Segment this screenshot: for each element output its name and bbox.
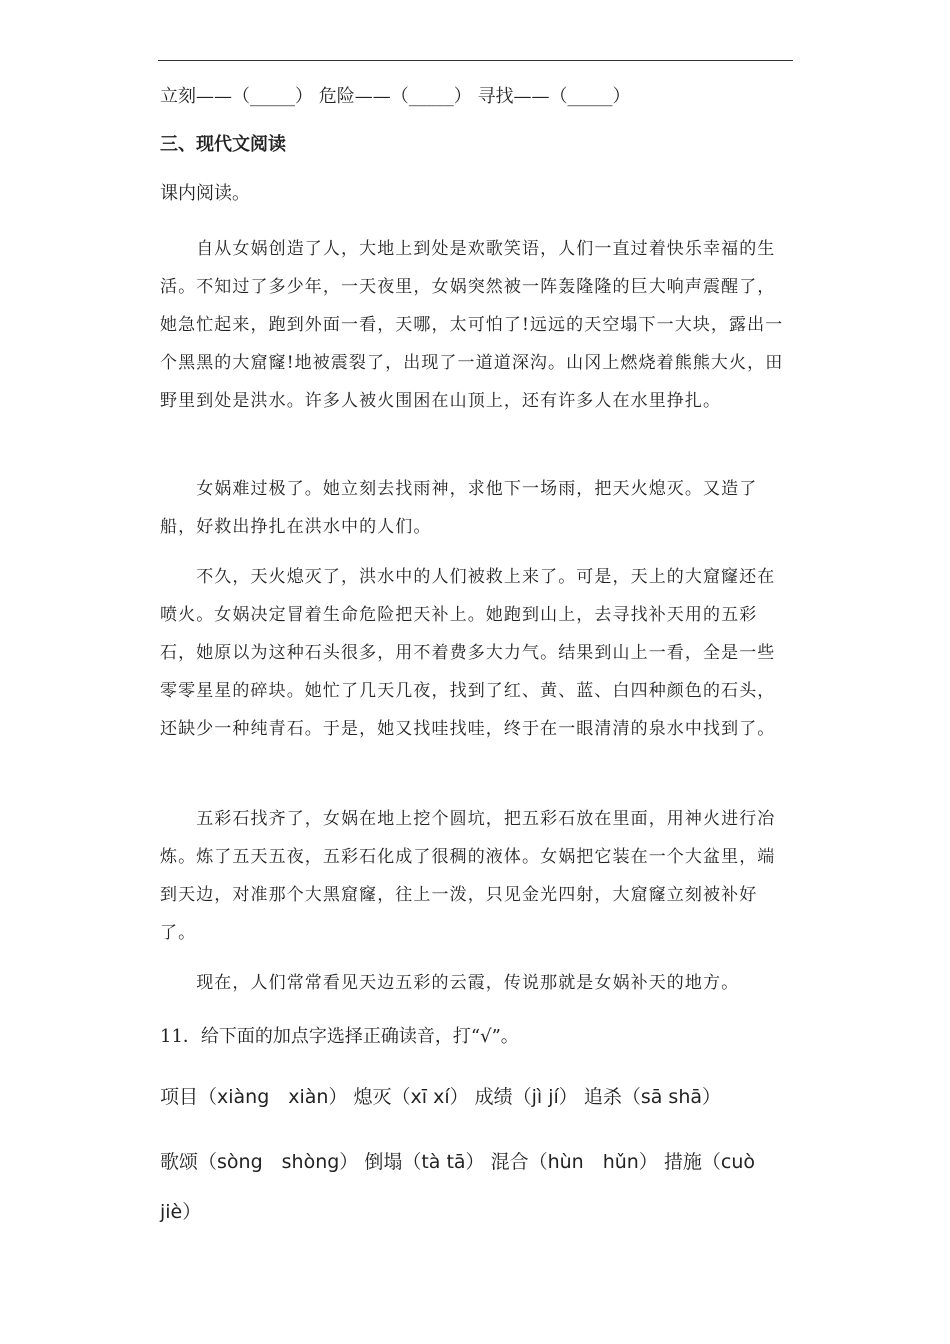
intro-text: 课内阅读。: [160, 183, 250, 204]
vocab-line: 立刻——（_____） 危险——（_____） 寻找——（_____）: [160, 86, 631, 107]
section-title: 三、现代文阅读: [160, 134, 286, 155]
paragraph-2: 女娲难过极了。她立刻去找雨神，求他下一场雨，把天火熄灭。又造了船，好救出挣扎在洪水中的人们。: [160, 479, 758, 537]
top-rule: [158, 60, 793, 61]
paragraph-5: 现在，人们常常看见天边五彩的云霞，传说那就是女娲补天的地方。: [160, 973, 740, 993]
question-11: 11．给下面的加点字选择正确读音，打“√”。: [160, 1026, 519, 1047]
pinyin-line-1: 项目（xiàng xiàn） 熄灭（xī xí） 成绩（jì jí） 追杀（sā shā）: [160, 1086, 722, 1108]
paragraph-4: 五彩石找齐了，女娲在地上挖个圆坑，把五彩石放在里面，用神火进行冶炼。炼了五天五夜，五彩石化成了很稠的液体。女娲把它装在一个大盆里，端到天边，对准那个大黑窟窿，往上一泼，只见金光四射，大窟窿立刻被补好了。: [160, 809, 776, 943]
pinyin-line-2: 歌颂（sòng shòng） 倒塌（tà tā） 混合（hùn hǔn） 措施（cuò: [160, 1151, 756, 1173]
paragraph-1: 自从女娲创造了人，大地上到处是欢歌笑语，人们一直过着快乐幸福的生活。不知过了多少年，一天夜里，女娲突然被一阵轰隆隆的巨大响声震醒了，她急忙起来，跑到外面一看，天哪，太可怕了!远远的天空塌下一大块，露出一个黑黑的大窟窿!地被震裂了，出现了一道道深沟。山冈上燃烧着熊熊大火，田野里到处是洪水。许多人被火围困在山顶上，还有许多人在水里挣扎。: [160, 239, 784, 411]
pinyin-line-3: jiè）: [160, 1201, 202, 1223]
paragraph-3: 不久，天火熄灭了，洪水中的人们被救上来了。可是，天上的大窟窿还在喷火。女娲决定冒着生命危险把天补上。她跑到山上，去寻找补天用的五彩石，她原以为这种石头很多，用不着费多大力气。结果到山上一看，全是一些零零星星的碎块。她忙了几天几夜，找到了红、黄、蓝、白四种颜色的石头，还缺少一种纯青石。于是，她又找哇找哇，终于在一眼清清的泉水中找到了。: [160, 567, 776, 739]
